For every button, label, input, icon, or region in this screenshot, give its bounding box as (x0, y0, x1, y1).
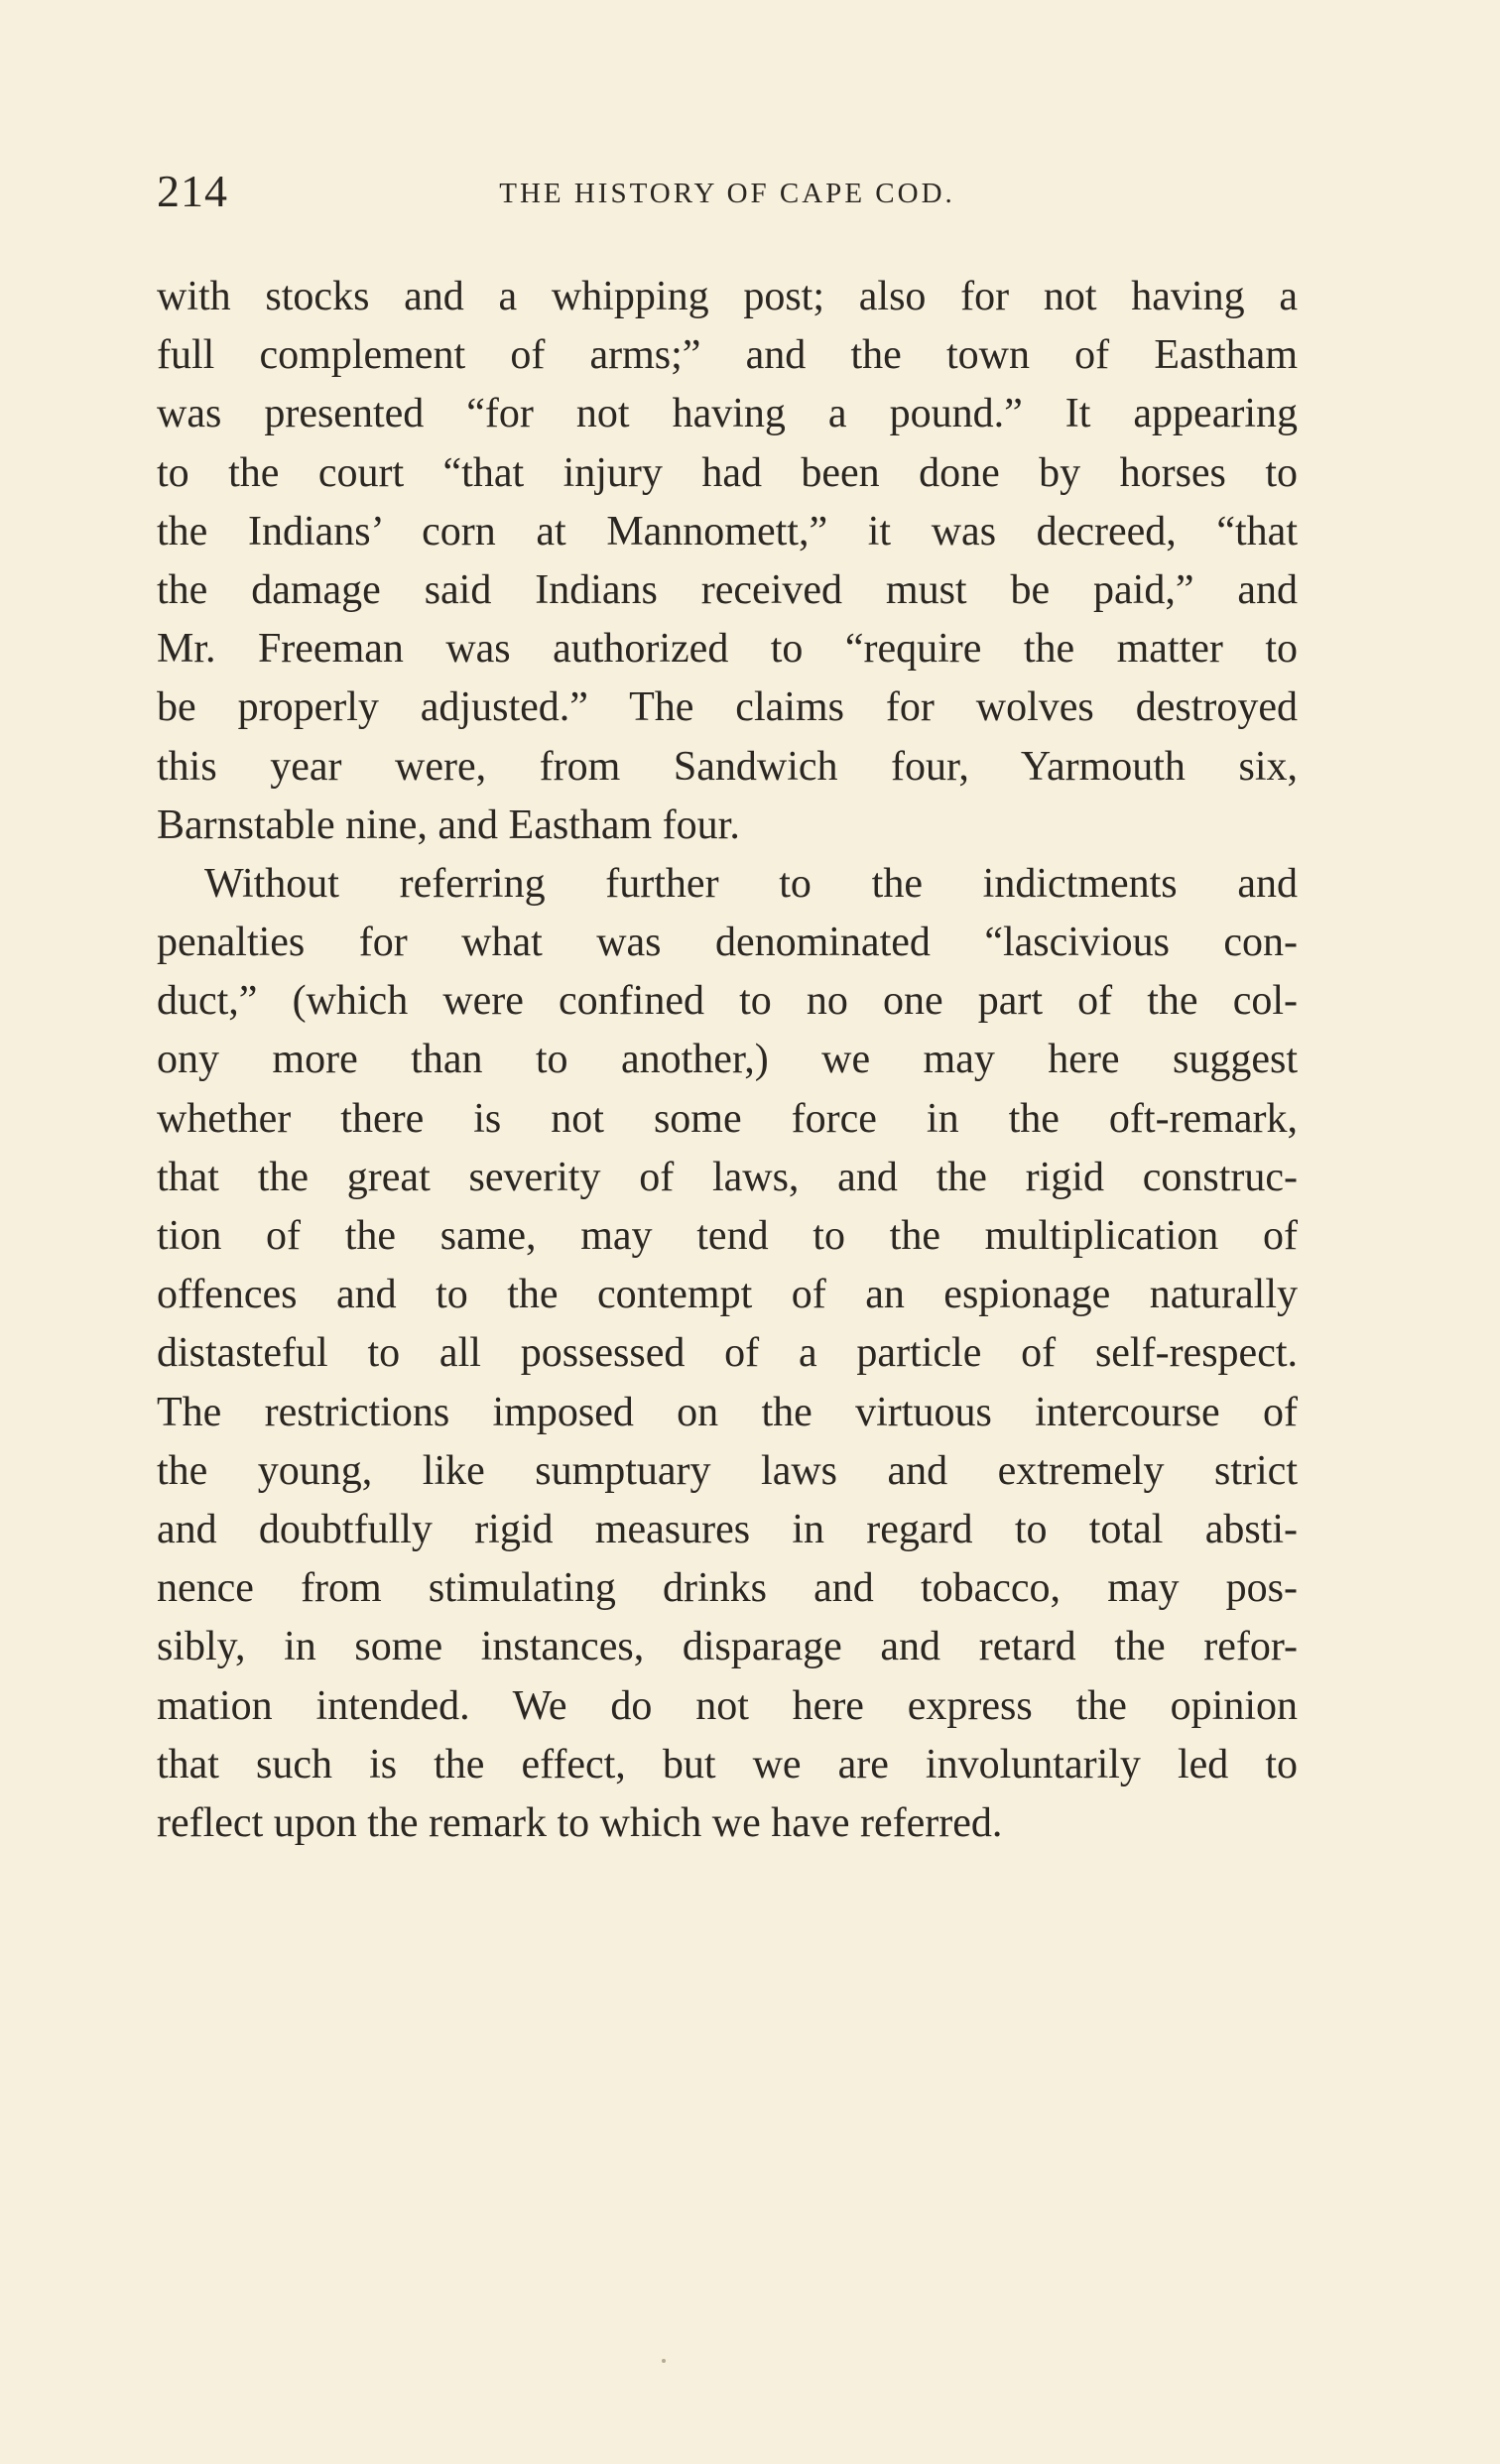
page-number: 214 (157, 166, 228, 216)
text-line: that the great severity of laws, and the rigid construc- (157, 1154, 1298, 1200)
text-line: whether there is not some force in the oft-remark, (157, 1095, 1298, 1142)
text-line: with stocks and a whipping post; also for not having a (157, 274, 1298, 319)
text-line: and doubtfully rigid measures in regard to total absti- (157, 1506, 1298, 1552)
paragraph (157, 855, 1298, 1853)
text-line: reflect upon the remark to which we have referred. (157, 1799, 1003, 1846)
text-line: ony more than to another,) we may here suggest (157, 1037, 1298, 1083)
text-line: Without referring further to the indictments and (204, 860, 1298, 907)
text-line: that such is the effect, but we are involuntarily led to (157, 1741, 1298, 1787)
text-line: the Indians’ corn at Mannomett,” it was decreed, “that (157, 508, 1298, 554)
text-line: was presented “for not having a pound.” It appearing (157, 391, 1298, 437)
text-line: be properly adjusted.” The claims for wolves destroyed (157, 684, 1298, 731)
running-title: THE HISTORY OF CAPE COD. (499, 178, 955, 209)
text-line: mation intended. We do not here express the opinion (157, 1682, 1298, 1729)
text-line: distasteful to all possessed of a particle of self-respect. (157, 1330, 1298, 1377)
text-line: to the court “that injury had been done by horses to (157, 449, 1298, 496)
text-line: offences and to the contempt of an espionage naturally (157, 1272, 1298, 1318)
text-line: penalties for what was denominated “lascivious con- (157, 920, 1298, 966)
text-line: nence from stimulating drinks and tobacco, may pos- (157, 1565, 1298, 1612)
text-line: the young, like sumptuary laws and extremely strict (157, 1447, 1298, 1494)
text-line: this year were, from Sandwich four, Yarmouth six, (157, 743, 1298, 790)
text-line: duct,” (which were confined to no one part of the col- (157, 978, 1298, 1025)
paragraph (157, 268, 1298, 855)
text-line: Mr. Freeman was authorized to “require the matter to (157, 626, 1298, 673)
paper-speck (662, 2359, 666, 2363)
running-head (157, 162, 1298, 221)
text-line: The restrictions imposed on the virtuous intercourse of (157, 1389, 1298, 1435)
body-text (157, 268, 1298, 1853)
text-line: sibly, in some instances, disparage and retard the refor- (157, 1624, 1298, 1670)
text-line: Barnstable nine, and Eastham four. (157, 801, 740, 848)
text-line: full complement of arms;” and the town of Eastham (157, 332, 1298, 379)
text-line: the damage said Indians received must be paid,” and (157, 566, 1298, 613)
text-line: tion of the same, may tend to the multiplication of (157, 1213, 1298, 1259)
